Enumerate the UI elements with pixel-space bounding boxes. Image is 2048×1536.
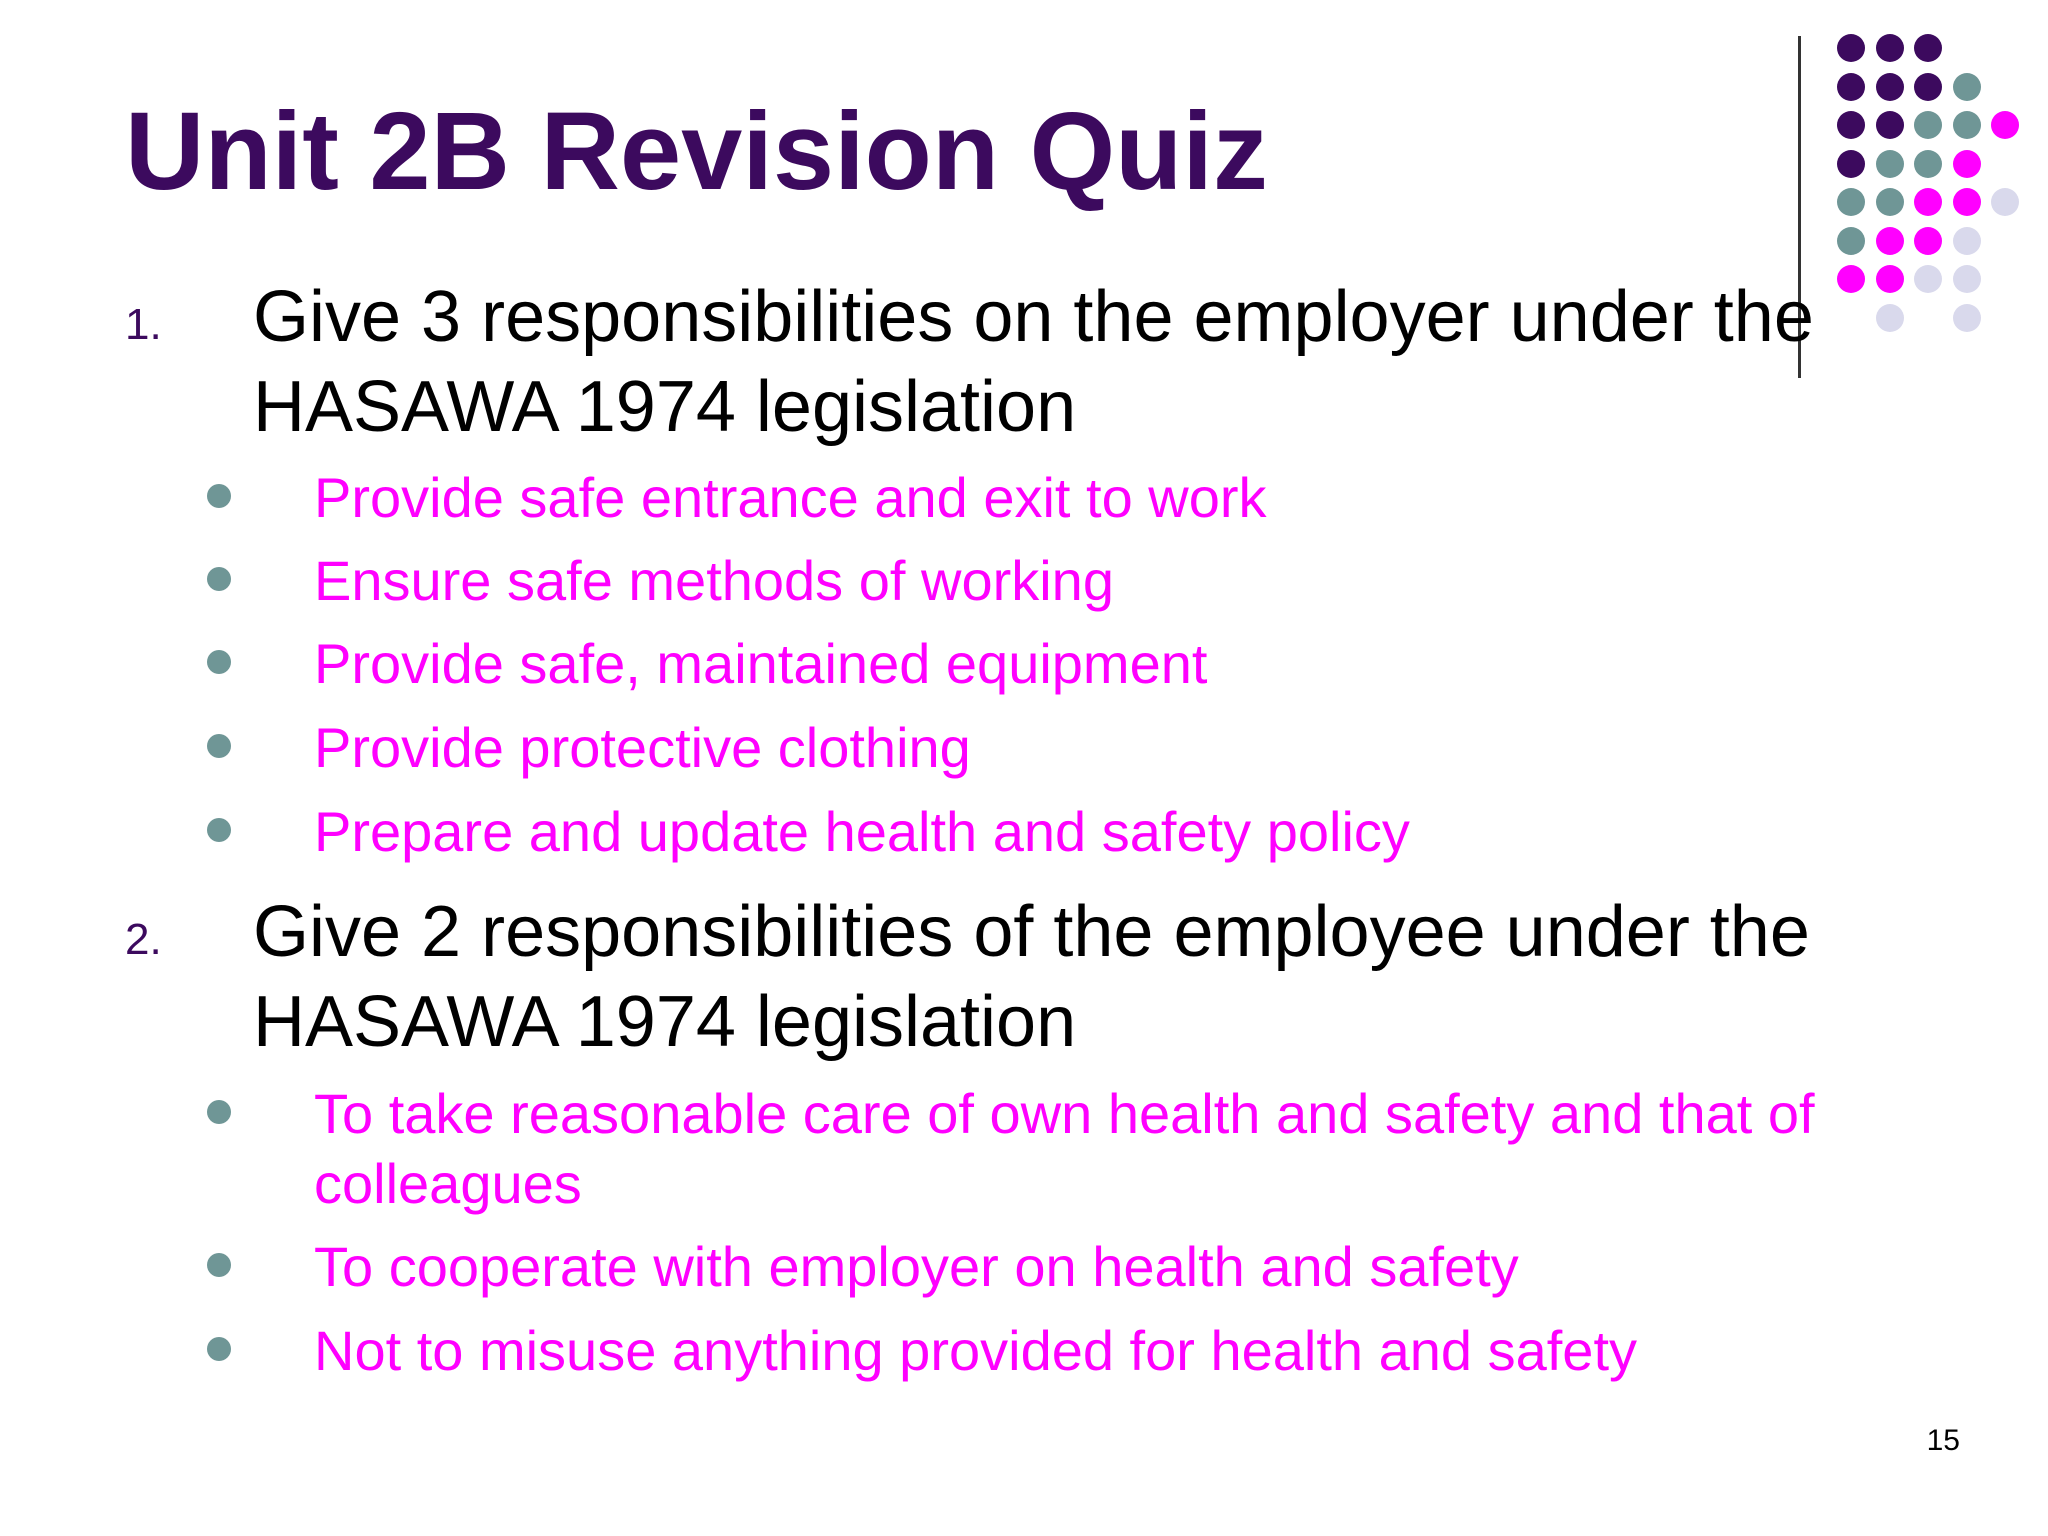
bullet-icon — [207, 818, 231, 842]
question-2-answer-2: To cooperate with employer on health and safety — [314, 1235, 1519, 1298]
question-1-answer-4: Provide protective clothing — [314, 716, 971, 779]
bullet-icon — [207, 567, 231, 591]
bullet-icon — [207, 1100, 231, 1124]
question-1-answer-2: Ensure safe methods of working — [314, 549, 1114, 612]
question-1-number: 1. — [125, 300, 162, 349]
bullet-icon — [207, 734, 231, 758]
bullet-icon — [207, 484, 231, 508]
question-2-number: 2. — [125, 915, 162, 964]
question-1-answer-5: Prepare and update health and safety policy — [314, 800, 1410, 863]
page-number: 15 — [1926, 1424, 1960, 1457]
question-2-answer-1: To take reasonable care of own health and safety and that of colleagues — [314, 1082, 1815, 1215]
question-1-text: Give 3 responsibilities on the employer under the HASAWA 1974 legislation — [253, 277, 1814, 447]
question-1-answer-1: Provide safe entrance and exit to work — [314, 466, 1267, 529]
slide-title: Unit 2B Revision Quiz — [125, 90, 1268, 213]
bullet-icon — [207, 650, 231, 674]
question-2-answer-3: Not to misuse anything provided for health and safety — [314, 1319, 1637, 1382]
question-1-answer-3: Provide safe, maintained equipment — [314, 632, 1208, 695]
bullet-icon — [207, 1253, 231, 1277]
bullet-icon — [207, 1337, 231, 1361]
question-2-text: Give 2 responsibilities of the employee under the HASAWA 1974 legislation — [253, 892, 1810, 1062]
